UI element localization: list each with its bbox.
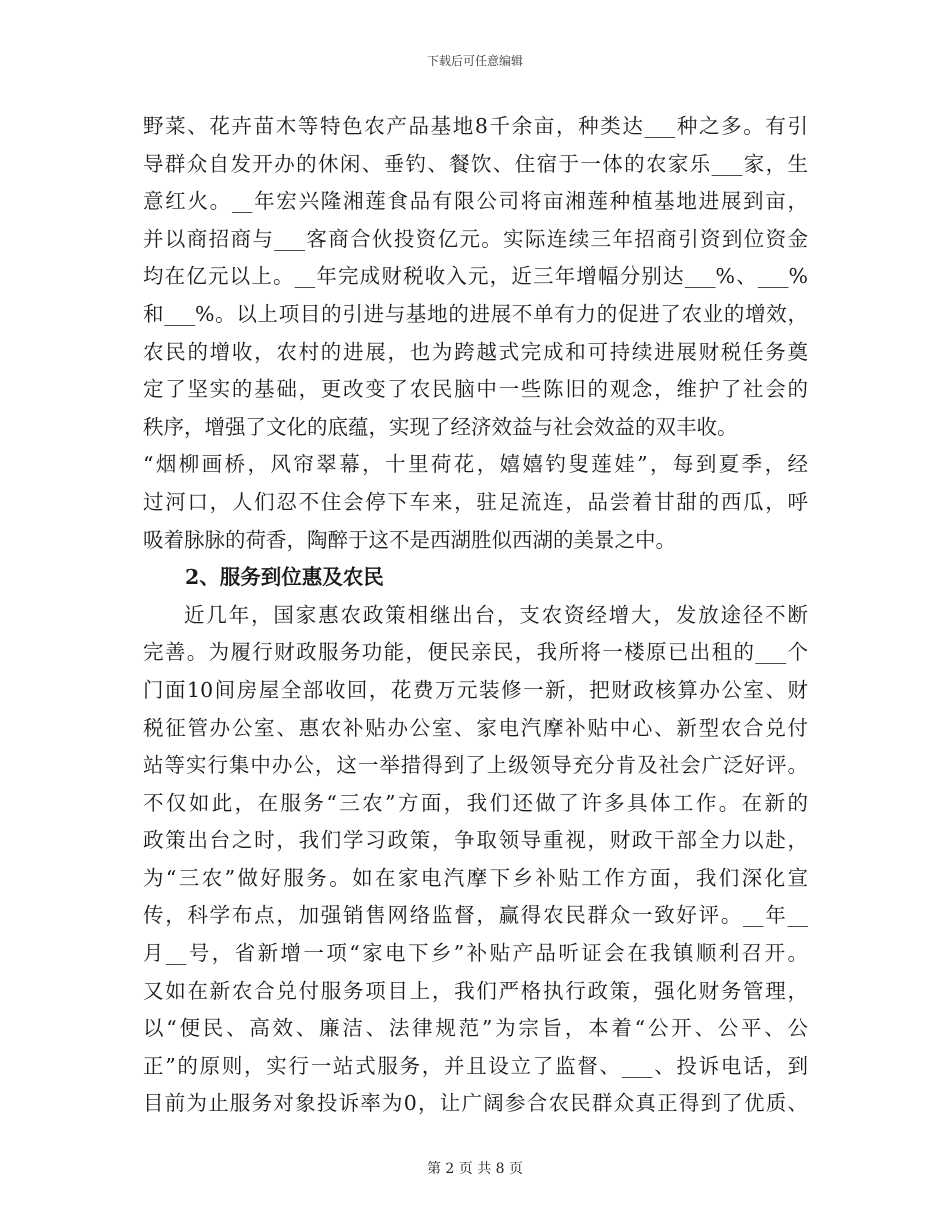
text-line: 导群众自发开办的休闲、垂钓、餐饮、住宿于一体的农家乐___家，生 — [143, 151, 808, 176]
text-line: 以“便民、高效、廉洁、法律规范”为宗旨，本着“公开、公平、公 — [143, 1016, 808, 1041]
text-line: 定了坚实的基础，更改变了农民脑中一些陈旧的观念，维护了社会的 — [143, 377, 808, 402]
text-line: 意红火。__年宏兴隆湘莲食品有限公司将亩湘莲种植基地进展到亩， — [143, 189, 808, 214]
text-line: “烟柳画桥，风帘翠幕，十里荷花，嬉嬉钓叟莲娃”，每到夏季，经 — [143, 452, 808, 477]
text-line: 站等实行集中办公，这一举措得到了上级领导充分肯及社会广泛好评。 — [143, 753, 808, 778]
text-line: 吸着脉脉的荷香，陶醉于这不是西湖胜似西湖的美景之中。 — [143, 527, 676, 552]
text-line: 野菜、花卉苗木等特色农产品基地8千余亩，种类达___种之多。有引 — [143, 114, 808, 138]
text-line: 月__号，省新增一项“家电下乡”补贴产品听证会在我镇顺利召开。 — [143, 941, 808, 966]
text-line: 完善。为履行财政服务功能，便民亲民，我所将一楼原已出租的___个 — [143, 640, 808, 665]
text-line: 和___%。以上项目的引进与基地的进展不单有力的促进了农业的增效， — [143, 301, 808, 326]
text-line: 农民的增收，农村的进展，也为跨越式完成和可持续进展财税任务奠 — [143, 339, 808, 364]
text-line: 近几年，国家惠农政策相继出台，支农资经增大，发放途径不断 — [184, 602, 808, 627]
text-line: 正”的原则，实行一站式服务，并且设立了监督、___、投诉电话，到 — [143, 1053, 808, 1078]
page-header-note: 下载后可任意编辑 — [426, 54, 523, 68]
text-line: 门面10间房屋全部收回，花费万元装修一新，把财政核算办公室、财 — [143, 677, 808, 702]
text-line: 目前为止服务对象投诉率为0，让广阔参合农民群众真正得到了优质、 — [143, 1091, 808, 1116]
text-line: 过河口，人们忍不住会停下车来，驻足流连，品尝着甘甜的西瓜，呼 — [143, 489, 808, 514]
page-number: 第 2 页 共 8 页 — [426, 1161, 524, 1177]
text-line: 均在亿元以上。__年完成财税收入元，近三年增幅分别达___%、___% — [143, 264, 808, 289]
document-body — [143, 108, 808, 1123]
paragraph-rural-development — [143, 108, 808, 559]
text-line: 并以商招商与___客商合伙投资亿元。实际连续三年招商引资到位资金 — [143, 226, 808, 251]
paragraph-service — [143, 597, 808, 1123]
text-line: 不仅如此，在服务“三农”方面，我们还做了许多具体工作。在新的 — [143, 790, 808, 815]
text-line: 又如在新农合兑付服务项目上，我们严格执行政策，强化财务管理， — [143, 978, 808, 1003]
text-line: 传，科学布点，加强销售网络监督，赢得农民群众一致好评。__年__ — [143, 903, 808, 928]
section-heading: 2、服务到位惠及农民 — [185, 565, 384, 590]
text-line: 政策出台之时，我们学习政策，争取领导重视，财政干部全力以赴， — [143, 828, 808, 853]
text-line: 秩序，增强了文化的底蕴，实现了经济效益与社会效益的双丰收。 — [143, 414, 738, 439]
text-line: 税征管办公室、惠农补贴办公室、家电汽摩补贴中心、新型农合兑付 — [143, 715, 808, 740]
text-line: 为“三农”做好服务。如在家电汽摩下乡补贴工作方面，我们深化宣 — [143, 865, 808, 890]
